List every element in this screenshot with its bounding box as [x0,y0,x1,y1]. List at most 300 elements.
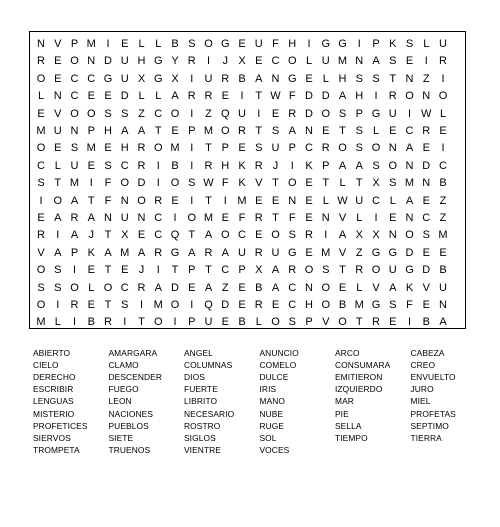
grid-letter: F [288,90,296,103]
grid-letter: E [87,264,95,277]
grid-letter: S [355,142,363,155]
grid-letter: O [170,299,180,311]
grid-letter: D [137,177,146,190]
grid-letter: R [355,264,364,277]
word-item: ANUNCIO [259,348,299,358]
grid-letter: R [37,229,45,242]
grid-letter: T [104,229,112,242]
grid-letter: B [338,299,347,311]
grid-letter: X [355,229,363,242]
grid-letter: U [238,246,246,259]
grid-letter: K [238,177,246,190]
grid-letter: T [104,299,112,311]
grid-letter: E [171,125,179,137]
grid-letter: J [88,229,94,242]
grid-letter: E [54,72,62,85]
grid-letter: O [287,55,297,68]
grid-letter: E [238,38,246,50]
word-item: DESCENDER [108,372,162,383]
grid-letter: P [188,264,196,277]
grid-letter: E [87,90,95,103]
grid-letter: V [338,246,347,259]
grid-letter: L [356,281,363,294]
grid-letter: N [388,229,397,242]
grid-letter: C [439,159,447,172]
grid-letter: T [138,316,145,329]
grid-letter: I [307,38,311,50]
grid-letter: I [190,72,194,85]
grid-letter: I [139,299,144,311]
grid-letter: N [422,90,431,103]
grid-letter: D [305,107,313,120]
grid-letter: T [171,264,179,277]
grid-letter: E [439,246,447,259]
grid-letter: O [438,90,448,103]
grid-letter: E [271,107,280,120]
grid-letter: C [221,264,230,277]
word-item: JURO [410,384,434,395]
grid-letter: R [137,281,146,294]
grid-letter: V [54,107,62,120]
grid-letter: C [70,90,79,103]
grid-letter: I [72,264,77,277]
grid-letter: L [305,55,313,68]
grid-letter: A [137,125,146,137]
grid-letter: S [372,72,380,85]
grid-letter: F [406,299,413,311]
grid-letter: G [321,38,331,50]
grid-letter: A [338,229,347,242]
grid-letter: S [322,264,330,277]
grid-letter: U [388,107,397,120]
word-item: PUEBLOS [108,420,149,431]
grid-letter: I [441,142,445,155]
word-item: DULCE [259,372,289,383]
grid-letter: O [86,107,96,120]
grid-letter: N [271,72,280,85]
grid-letter: X [171,72,179,85]
grid-letter: Z [439,194,447,207]
grid-letter: S [422,229,430,242]
word-item: MISTERIO [33,408,75,419]
grid-letter: S [338,107,347,120]
grid-letter: C [238,229,246,242]
grid-letter: A [288,125,296,137]
grid-letter: E [322,125,330,137]
word-item: LENGUAS [33,396,74,407]
grid-letter: O [287,177,297,190]
word-item: LEON [108,396,132,407]
grid-letter: U [120,55,129,68]
grid-letter: S [389,177,397,190]
grid-letter: J [222,55,228,68]
grid-letter: E [238,281,246,294]
grid-letter: N [305,125,313,137]
grid-letter: S [271,125,280,137]
grid-letter: D [221,299,230,311]
grid-letter: G [153,72,163,85]
grid-letter: S [54,281,62,294]
grid-letter: M [321,246,331,259]
grid-letter: L [339,177,346,190]
grid-letter: X [255,264,263,277]
grid-letter: M [69,177,80,190]
grid-letter: C [154,212,163,224]
grid-letter: P [70,38,79,50]
grid-letter: O [70,281,79,294]
grid-letter: O [338,142,347,155]
grid-letter: X [372,229,380,242]
grid-letter: R [238,125,246,137]
grid-letter: E [305,246,313,259]
word-item: FUERTE [184,384,218,395]
word-item: ABIERTO [33,348,71,358]
grid-letter: R [288,264,297,277]
grid-letter: O [271,229,280,242]
grid-letter: C [372,194,380,207]
grid-letter: I [441,72,445,85]
grid-letter: M [404,177,415,190]
grid-letter: N [288,194,297,207]
grid-letter: L [423,38,430,50]
grid-letter: P [322,159,330,172]
grid-letter: E [54,55,62,68]
grid-letter: N [53,90,62,103]
grid-letter: E [104,142,112,155]
grid-letter: K [305,159,313,172]
grid-letter: R [372,316,380,329]
grid-letter: E [104,90,112,103]
grid-letter: D [120,90,129,103]
grid-letter: L [155,38,162,50]
grid-letter: J [272,159,279,172]
grid-letter: S [372,159,380,172]
grid-letter: A [54,246,62,259]
grid-letter: Z [138,107,145,120]
grid-letter: L [356,212,363,224]
grid-letter: R [187,90,196,103]
grid-letter: I [72,316,77,329]
grid-letter: O [388,159,398,172]
grid-letter: E [389,125,397,137]
grid-letter: T [255,90,263,103]
grid-letter: S [389,55,397,68]
word-item: NUBE [259,408,284,419]
grid-letter: E [238,142,246,155]
grid-letter: C [271,55,280,68]
word-item: SIGLOS [184,432,216,443]
grid-letter: G [287,72,297,85]
grid-letter: R [321,142,330,155]
grid-letter: N [405,72,414,85]
grid-letter: B [171,159,179,172]
grid-letter: I [106,38,110,50]
grid-letter: B [171,38,179,50]
grid-letter: O [103,281,113,294]
grid-letter: E [221,316,229,329]
grid-letter: E [405,55,414,68]
word-item: PIE [335,408,349,419]
grid-letter: N [70,125,79,137]
grid-letter: E [54,142,62,155]
grid-letter: A [221,246,229,259]
grid-letter: P [188,316,196,329]
grid-letter: O [371,142,381,155]
grid-letter: C [288,299,297,311]
word-item: NACIONES [108,408,154,419]
grid-letter: Z [221,281,229,294]
grid-letter: X [372,177,380,190]
grid-letter: G [405,264,414,277]
grid-letter: E [305,177,313,190]
word-item: VIENTRE [184,444,221,455]
grid-letter: L [54,159,61,172]
grid-letter: F [272,38,279,50]
grid-letter: H [288,38,297,50]
grid-letter: N [305,281,313,294]
word-item: CREO [410,360,436,371]
grid-letter: T [355,316,363,329]
grid-letter: Z [355,246,363,259]
grid-letter: C [305,142,313,155]
grid-letter: U [204,316,213,329]
grid-letter: G [388,246,398,259]
grid-letter: F [104,177,112,190]
word-item: SOL [259,432,277,443]
grid-letter: L [322,194,329,207]
grid-letter: S [121,299,129,311]
grid-letter: D [305,90,313,103]
grid-letter: G [287,246,297,259]
grid-letter: R [70,299,79,311]
word-item: FUEGO [108,384,139,395]
grid-letter: P [288,142,296,155]
grid-letter: O [36,264,46,277]
grid-letter: A [137,246,146,259]
grid-letter: U [271,246,280,259]
grid-letter: O [371,264,381,277]
grid-letter: R [204,246,213,259]
grid-letter: E [188,281,196,294]
grid-letter: O [220,125,230,137]
grid-letter: A [271,264,280,277]
grid-letter: A [70,194,79,207]
grid-letter: M [203,212,214,224]
grid-letter: B [439,264,447,277]
grid-letter: A [204,281,213,294]
grid-letter: U [439,38,447,50]
grid-letter: R [37,55,45,68]
grid-letter: A [154,281,162,294]
grid-letter: E [37,107,45,120]
grid-letter: E [439,125,447,137]
grid-letter: H [137,55,146,68]
word-item: CONSUMARA [335,360,391,371]
grid-letter: C [154,229,163,242]
grid-letter: S [255,142,263,155]
grid-letter: E [137,229,146,242]
grid-letter: X [238,55,246,68]
grid-letter: M [86,142,96,155]
grid-letter: K [87,246,95,259]
grid-letter: E [422,246,430,259]
grid-letter: U [439,281,447,294]
word-item: ROSTRO [184,420,221,431]
grid-letter: I [190,194,194,207]
grid-letter: R [288,107,297,120]
grid-letter: L [88,281,95,294]
grid-letter: T [188,229,196,242]
grid-letter: E [37,212,45,224]
grid-letter: P [70,246,79,259]
grid-letter: A [405,194,414,207]
word-item: PROFETICES [33,420,88,431]
grid-letter: D [104,55,112,68]
grid-letter: X [121,229,129,242]
grid-letter: V [422,281,430,294]
grid-letter: L [54,316,61,329]
grid-letter: O [170,107,180,120]
grid-letter: L [138,90,145,103]
word-item: TRUENOS [108,444,151,455]
grid-letter: V [37,246,45,259]
grid-letter: Q [220,107,230,120]
grid-letter: I [324,229,328,242]
grid-letter: T [205,142,212,155]
word-item: ANGEL [184,348,213,358]
grid-letter: I [156,264,160,277]
word-item: CLAMO [108,360,139,371]
grid-letter: D [321,90,330,103]
grid-letter: Q [204,299,213,311]
grid-letter: O [153,316,163,329]
grid-letter: N [321,212,330,224]
word-item: TROMPETA [33,444,80,455]
grid-letter: L [138,38,145,50]
grid-letter: M [337,55,348,68]
word-item: NECESARIO [184,408,235,419]
grid-letter: T [205,194,212,207]
grid-letter: R [254,299,263,311]
grid-letter: O [204,38,213,50]
grid-letter: T [355,177,363,190]
grid-letter: T [87,194,95,207]
grid-letter: I [257,107,261,120]
grid-letter: N [37,38,45,50]
word-item: SEPTIMO [410,420,449,431]
grid-letter: J [138,264,145,277]
grid-letter: N [439,299,447,311]
grid-letter: L [37,90,45,103]
grid-letter: T [54,177,62,190]
grid-letter: I [156,159,160,172]
grid-letter: L [255,316,262,329]
grid-letter: U [321,55,330,68]
word-item: IRIS [259,384,277,395]
grid-letter: I [173,212,177,224]
grid-letter: I [190,299,194,311]
grid-letter: L [372,125,380,137]
grid-letter: H [305,299,313,311]
word-item: MAR [335,396,354,407]
grid-letter: A [188,246,196,259]
grid-letter: G [170,246,180,259]
grid-letter: D [405,246,414,259]
grid-letter: U [53,125,62,137]
grid-letter: H [221,159,230,172]
grid-letter: N [355,55,364,68]
grid-letter: C [288,281,297,294]
grid-letter: V [54,38,62,50]
grid-letter: C [37,159,45,172]
grid-letter: O [170,177,180,190]
grid-letter: E [87,299,95,311]
grid-letter: U [204,72,213,85]
grid-letter: P [188,125,196,137]
grid-letter: M [203,125,214,137]
grid-letter: P [221,142,229,155]
grid-letter: T [339,125,346,137]
grid-letter: E [221,212,229,224]
grid-letter: A [405,142,414,155]
grid-letter: O [36,72,46,85]
grid-letter: I [240,90,244,103]
grid-letter: O [304,264,314,277]
grid-letter: O [153,142,163,155]
grid-letter: B [87,316,95,329]
grid-letter: I [190,159,194,172]
grid-letter: I [407,316,412,329]
grid-letter: S [37,281,45,294]
grid-letter: U [70,159,79,172]
grid-letter: U [388,264,397,277]
grid-letter: O [70,55,79,68]
word-item: CIELO [33,360,59,371]
grid-letter: Z [205,107,212,120]
grid-letter: E [271,299,280,311]
word-item: SIETE [108,432,134,443]
grid-letter: R [154,194,163,207]
grid-letter: I [206,55,211,68]
grid-letter: R [204,90,213,103]
grid-letter: V [322,316,330,329]
word-item: ARCO [335,348,360,358]
grid-letter: P [87,125,95,137]
grid-letter: E [221,90,229,103]
grid-letter: V [372,281,380,294]
grid-letter: G [220,38,230,50]
grid-letter: O [338,316,347,329]
grid-letter: B [439,177,447,190]
grid-letter: R [104,316,112,329]
grid-letter: G [371,246,381,259]
grid-letter: G [153,55,163,68]
grid-letter: K [238,159,246,172]
grid-letter: C [87,72,96,85]
grid-letter: I [357,38,361,50]
grid-letter: R [204,159,213,172]
grid-letter: E [121,264,129,277]
grid-letter: R [254,212,263,224]
grid-letter: A [372,55,380,68]
grid-letter: S [188,38,196,50]
grid-letter: T [322,177,330,190]
grid-letter: E [87,159,95,172]
word-item: VOCES [259,444,290,455]
word-item: TIERRA [410,432,442,443]
grid-letter: Q [170,229,180,242]
grid-letter: L [439,107,447,120]
